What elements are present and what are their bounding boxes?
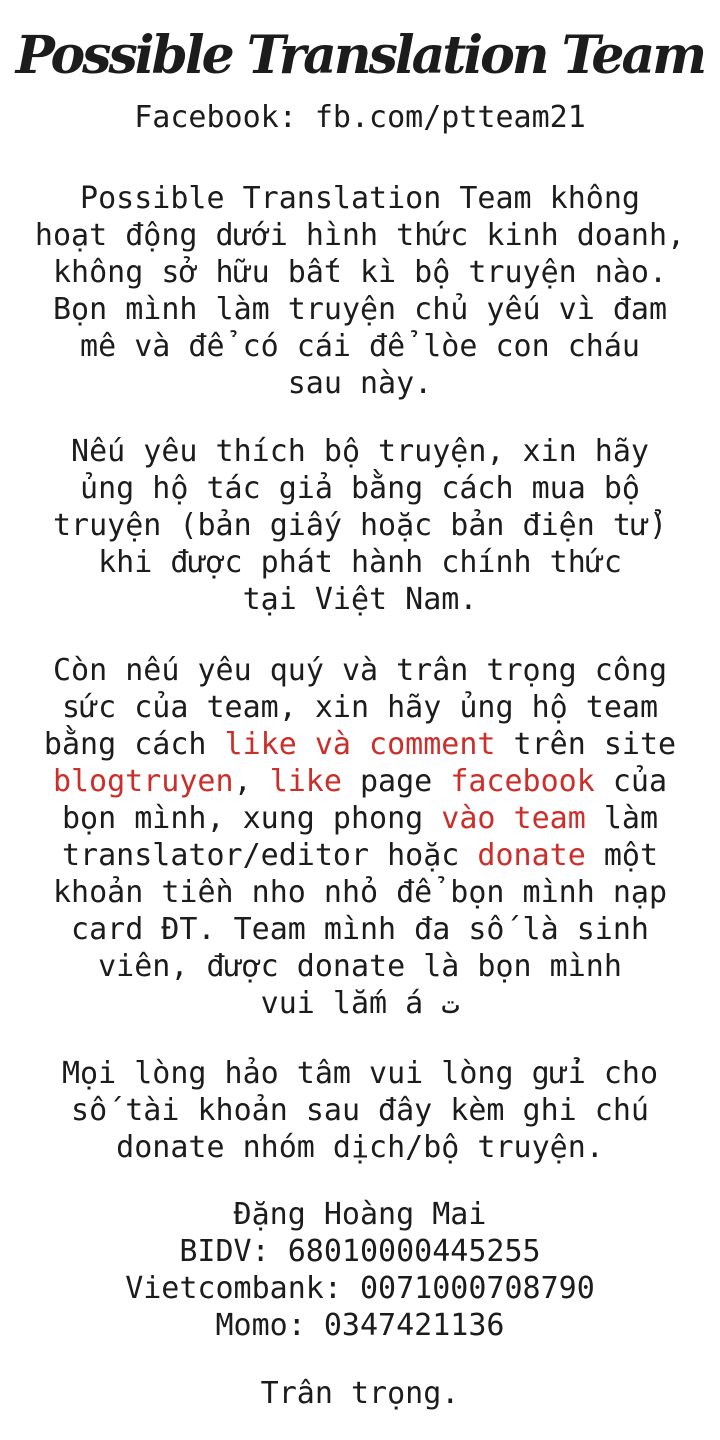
text-line bbox=[0, 726, 720, 763]
text-line bbox=[0, 1055, 720, 1092]
text-line bbox=[0, 652, 720, 689]
text-line bbox=[0, 291, 720, 328]
text-line bbox=[0, 689, 720, 726]
text-segment: một bbox=[585, 838, 659, 873]
text-segment: vui lắm á ت bbox=[260, 986, 460, 1021]
text-segment: Còn nếu yêu quý và trân trọng công bbox=[52, 653, 668, 688]
text-line bbox=[0, 581, 720, 618]
highlighted-text: like và comment bbox=[224, 727, 496, 762]
highlighted-text: like bbox=[269, 764, 342, 799]
highlighted-text: blogtruyen bbox=[52, 764, 234, 799]
text-segment: số tài khoản sau đây kèm ghi chú bbox=[71, 1093, 649, 1128]
text-segment: Bọn mình làm truyện chủ yếu vì đam bbox=[52, 292, 668, 327]
text-line bbox=[0, 507, 720, 544]
paragraph-donation-note bbox=[0, 1055, 720, 1166]
text-segment: Possible Translation Team không bbox=[80, 181, 640, 216]
text-segment: page bbox=[341, 764, 451, 799]
text-line bbox=[0, 544, 720, 581]
account-line-vietcombank: Vietcombank: 0071000708790 bbox=[125, 1271, 595, 1306]
text-segment: card ĐT. Team mình đa số là sinh bbox=[71, 912, 649, 947]
text-segment: tại Việt Nam. bbox=[242, 582, 478, 617]
text-line bbox=[0, 1092, 720, 1129]
text-segment: của bbox=[594, 764, 668, 799]
text-line bbox=[0, 948, 720, 985]
text-line bbox=[0, 470, 720, 507]
text-segment: sức của team, xin hãy ủng hộ team bbox=[61, 690, 659, 725]
text-line bbox=[0, 180, 720, 217]
paragraph-support-author bbox=[0, 433, 720, 618]
text-line bbox=[0, 985, 720, 1022]
text-segment: bọn mình, xung phong bbox=[61, 801, 442, 836]
text-segment: làm bbox=[585, 801, 659, 836]
text-segment: trên site bbox=[495, 727, 677, 762]
closing-line: Trân trọng. bbox=[260, 1376, 460, 1411]
text-line bbox=[0, 1129, 720, 1166]
text-segment: bằng cách bbox=[43, 727, 225, 762]
text-line bbox=[0, 217, 720, 254]
text-segment: donate nhóm dịch/bộ truyện. bbox=[116, 1130, 604, 1165]
team-logo-title: Possible Translation Team bbox=[15, 25, 705, 86]
account-line-bidv: BIDV: 68010000445255 bbox=[179, 1234, 541, 1269]
text-segment: Nếu yêu thích bộ truyện, xin hãy bbox=[71, 434, 649, 469]
text-segment: khoản tiền nho nhỏ để bọn mình nạp bbox=[52, 875, 668, 910]
text-line bbox=[0, 433, 720, 470]
text-segment: translator/editor hoặc bbox=[61, 838, 478, 873]
text-segment: mê và để có cái để lòe con cháu bbox=[80, 329, 640, 364]
text-segment: hoạt động dưới hình thức kinh doanh, bbox=[34, 218, 686, 253]
text-line bbox=[0, 254, 720, 291]
facebook-line: Facebook: fb.com/ptteam21 bbox=[134, 100, 586, 135]
highlighted-text: donate bbox=[477, 838, 586, 873]
text-segment: khi được phát hành chính thức bbox=[98, 545, 622, 580]
highlighted-text: vào team bbox=[441, 801, 586, 836]
text-line bbox=[0, 837, 720, 874]
text-segment: , bbox=[233, 764, 270, 799]
donation-accounts-list bbox=[0, 1233, 720, 1344]
text-segment: sau này. bbox=[287, 366, 433, 401]
text-line bbox=[0, 874, 720, 911]
text-segment: viên, được donate là bọn mình bbox=[98, 949, 622, 984]
text-line bbox=[0, 763, 720, 800]
text-line bbox=[0, 328, 720, 365]
text-line bbox=[0, 365, 720, 402]
account-holder-name: Đặng Hoàng Mai bbox=[233, 1197, 487, 1232]
text-segment: Mọi lòng hảo tâm vui lòng gửi cho bbox=[61, 1056, 659, 1091]
paragraph-support-team bbox=[0, 652, 720, 1022]
text-segment: không sở hữu bất kì bộ truyện nào. bbox=[52, 255, 668, 290]
highlighted-text: facebook bbox=[450, 764, 595, 799]
donation-accounts bbox=[0, 1196, 720, 1344]
text-segment: ủng hộ tác giả bằng cách mua bộ bbox=[80, 471, 640, 506]
account-line-momo: Momo: 0347421136 bbox=[215, 1308, 505, 1343]
paragraph-disclaimer bbox=[0, 180, 720, 402]
text-line bbox=[0, 911, 720, 948]
text-line bbox=[0, 800, 720, 837]
text-segment: truyện (bản giấy hoặc bản điện tử) bbox=[52, 508, 668, 543]
